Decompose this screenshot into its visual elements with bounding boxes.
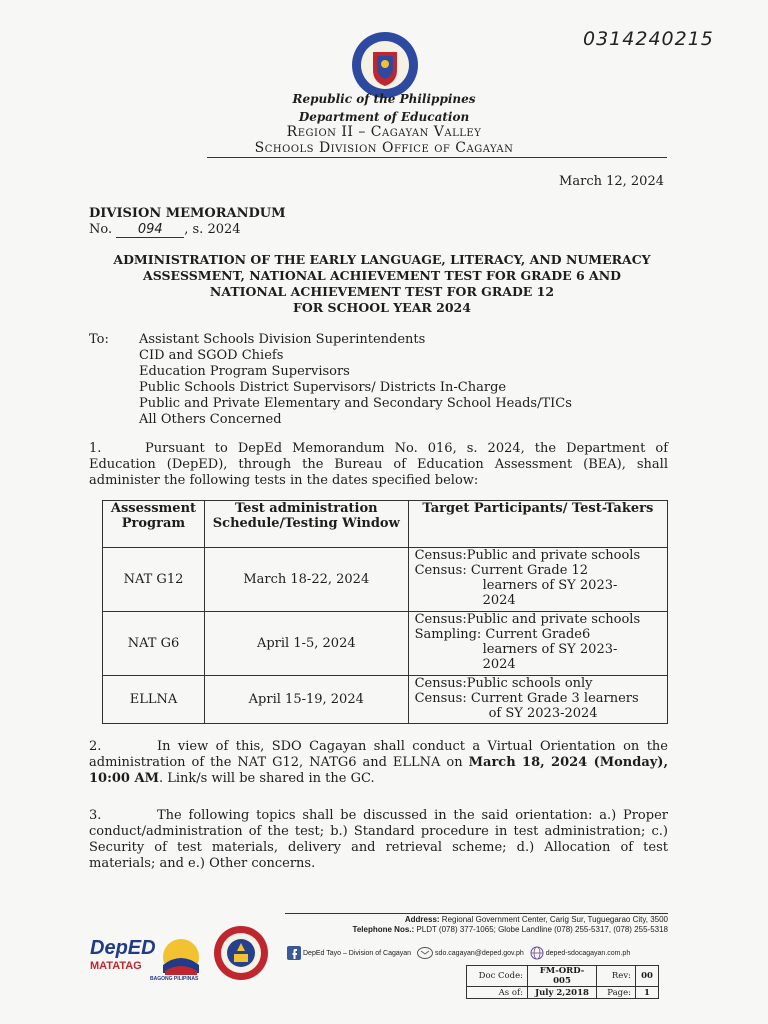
footer-contacts — [287, 946, 669, 960]
sdo-cagayan-seal-icon — [212, 924, 270, 982]
recipient: Education Program Supervisors — [139, 364, 350, 379]
participants-line: Census:Public and private schools — [414, 548, 641, 563]
participants-line: learners of SY 2023- — [482, 578, 618, 593]
address-label: Address: — [404, 915, 440, 924]
table-header-row — [103, 501, 668, 548]
memo-number-line — [89, 222, 241, 238]
header-department: Department of Education — [298, 110, 470, 124]
address-text: Regional Government Center, Carig Sur, Tuguegarao City, 3500 — [441, 915, 668, 924]
facebook-contact[interactable] — [287, 946, 411, 960]
doc-code-value: FM-ORD-005 — [528, 966, 597, 987]
paragraph-3 — [89, 808, 668, 872]
memo-title — [92, 252, 672, 316]
paragraph-number: 3. — [89, 808, 102, 823]
program-cell: NAT G12 — [103, 548, 205, 612]
as-of-value: July 2,2018 — [528, 987, 597, 999]
footer-address-block — [353, 915, 668, 935]
program-cell: NAT G6 — [103, 612, 205, 676]
paragraph-text: The following topics shall be discussed in the said orientation: a.) Proper conduct/administration of the test; b.) Standard procedure in test administration; c.) Security of test materials, delivery and retrieval scheme; d.) Allocation of test materials; and e.) Other concerns. — [89, 808, 668, 871]
document-control-table — [466, 965, 659, 999]
recipient: Public and Private Elementary and Secondary School Heads/TICs — [139, 396, 572, 411]
email-icon — [417, 947, 433, 959]
memo-type: DIVISION MEMORANDUM — [89, 206, 286, 221]
facebook-icon — [287, 946, 301, 960]
participants-cell — [408, 676, 667, 724]
paragraph-text: Pursuant to DepEd Memorandum No. 016, s. 2024, the Department of Education (DepED), through the Bureau of Education Assessment (BEA), shall administer the following tests in the dates specified below: — [89, 441, 668, 488]
page-label: Page: — [597, 987, 636, 999]
website-text: deped-sdocagayan.com.ph — [545, 949, 631, 957]
recipient: CID and SGOD Chiefs — [139, 348, 284, 363]
memo-series: , s. 2024 — [184, 222, 241, 237]
participants-line: 2024 — [482, 593, 516, 608]
rev-value: 00 — [636, 966, 659, 987]
deped-seal-icon — [350, 30, 420, 100]
phone-text: PLDT (078) 377-1065; Globe Landline (078) 255-5317, (078) 255-5318 — [416, 925, 668, 934]
participants-line: Census:Public schools only — [414, 676, 593, 691]
schedule-cell: March 18-22, 2024 — [204, 548, 408, 612]
memo-date: March 12, 2024 — [559, 174, 664, 189]
recipients-list — [139, 332, 572, 428]
facebook-text: DepEd Tayo – Division of Cagayan — [303, 949, 412, 957]
doc-code-label: Doc Code: — [467, 966, 528, 987]
paragraph-number: 1. — [89, 441, 102, 456]
header-divider — [207, 157, 667, 158]
header-region: Region II – Cagayan Valley — [286, 124, 482, 140]
paragraph-1 — [89, 441, 668, 489]
phone-label: Telephone Nos.: — [352, 925, 415, 934]
deped-matatag-logo — [90, 937, 156, 972]
email-text: sdo.cagayan@deped.gov.ph — [435, 949, 524, 957]
rev-label: Rev: — [597, 966, 636, 987]
recipient: Public Schools District Supervisors/ Districts In-Charge — [139, 380, 507, 395]
table-header: Target Participants/ Test-Takers — [408, 501, 667, 548]
header-republic: Republic of the Philippines — [292, 92, 476, 106]
schedule-cell: April 15-19, 2024 — [204, 676, 408, 724]
matatag-text: MATATAG — [90, 960, 142, 972]
table-row — [467, 966, 659, 987]
assessment-schedule-table — [102, 500, 668, 724]
table-header: Test administration Schedule/Testing Window — [204, 501, 408, 548]
footer-divider — [285, 913, 668, 914]
table-header: Assessment Program — [103, 501, 205, 548]
header-office: Schools Division Office of Cagayan — [254, 140, 514, 156]
globe-icon — [530, 946, 544, 960]
table-row — [467, 987, 659, 999]
email-contact[interactable] — [417, 947, 524, 959]
title-line: NATIONAL ACHIEVEMENT TEST FOR GRADE 12 — [209, 284, 555, 299]
participants-line: 2024 — [482, 657, 516, 672]
memo-number-label: No. — [89, 222, 113, 237]
program-cell: ELLNA — [103, 676, 205, 724]
participants-cell — [408, 612, 667, 676]
orientation-datetime: March 18, 2024 (Monday), 10:00 AM — [89, 755, 668, 786]
handwritten-reference-number: 0314240215 — [583, 28, 714, 50]
participants-line: of SY 2023-2024 — [488, 706, 598, 721]
paragraph-2 — [89, 739, 668, 787]
title-line: FOR SCHOOL YEAR 2024 — [293, 300, 471, 315]
participants-line: Census:Public and private schools — [414, 612, 641, 627]
page-value: 1 — [636, 987, 659, 999]
table-row — [103, 676, 668, 724]
recipient: Assistant Schools Division Superintendents — [139, 332, 426, 347]
participants-cell — [408, 548, 667, 612]
paragraph-number: 2. — [89, 739, 102, 754]
participants-line: Census: Current Grade 3 learners — [414, 691, 639, 706]
as-of-label: As of: — [467, 987, 528, 999]
table-row — [103, 612, 668, 676]
recipient: All Others Concerned — [139, 412, 282, 427]
participants-line: Sampling: Current Grade6 — [414, 627, 591, 642]
to-label: To: — [89, 332, 109, 347]
deped-logo-text: DepED — [90, 937, 156, 959]
memo-number-value: 094 — [116, 222, 184, 238]
participants-line: Census: Current Grade 12 — [414, 563, 589, 578]
paragraph-text: . Link/s will be shared in the GC. — [158, 771, 375, 786]
website-contact[interactable] — [530, 946, 630, 960]
schedule-cell: April 1-5, 2024 — [204, 612, 408, 676]
title-line: ASSESSMENT, NATIONAL ACHIEVEMENT TEST FOR GRADE 6 AND — [143, 268, 621, 283]
title-line: ADMINISTRATION OF THE EARLY LANGUAGE, LITERACY, AND NUMERACY — [113, 252, 651, 267]
participants-line: learners of SY 2023- — [482, 642, 618, 657]
bagong-pilipinas-text: BAGONG PILIPINAS — [150, 976, 199, 982]
table-row — [103, 548, 668, 612]
paragraph-text: In view of this, SDO Cagayan shall conduct a Virtual Orientation on the administration of the NAT G12, NATG6 and ELLNA on — [89, 739, 668, 770]
